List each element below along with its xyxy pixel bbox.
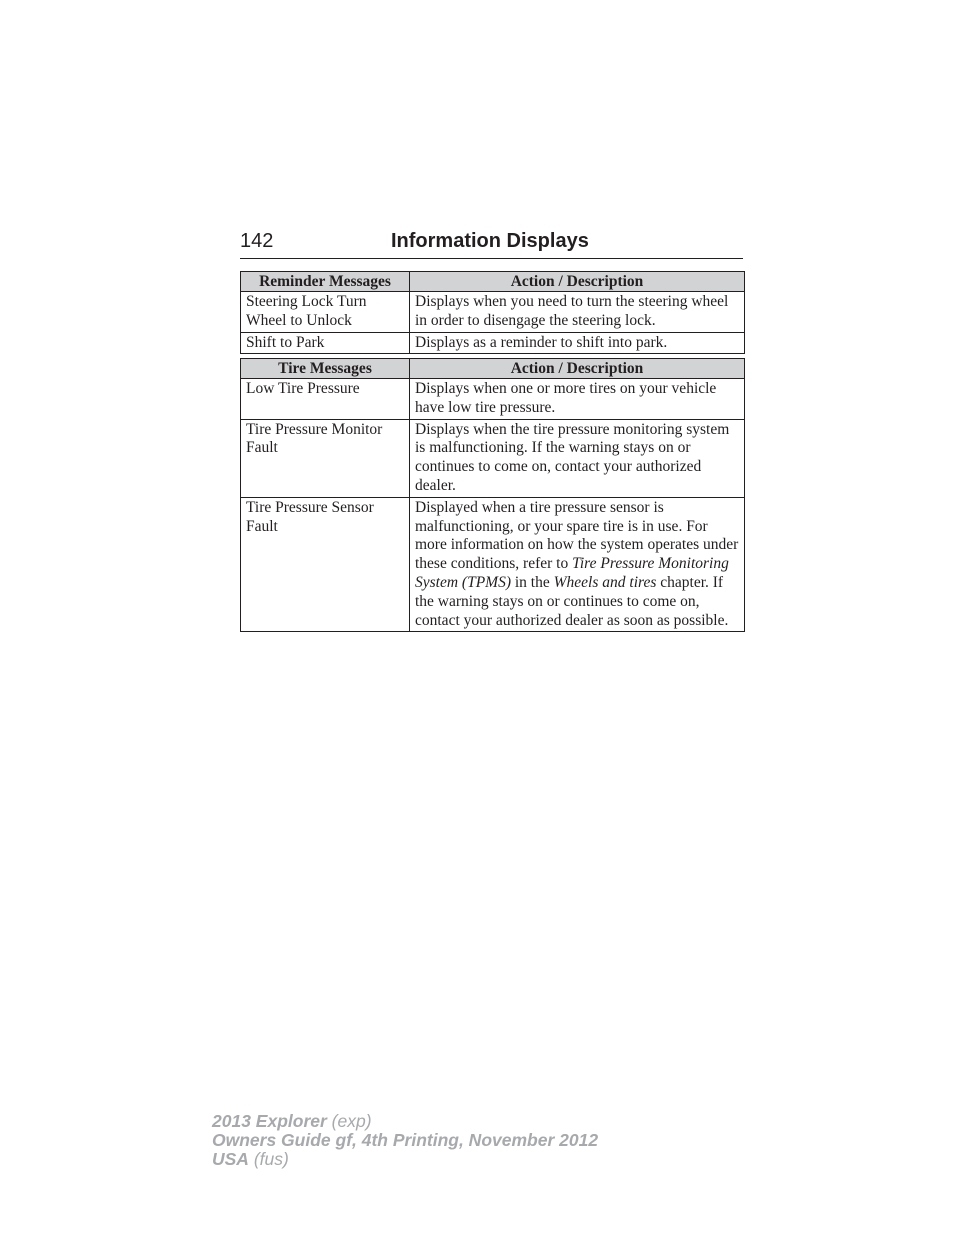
table-row [241,332,745,354]
column-header: Action / Description [410,359,745,379]
description-cell: Displays as a reminder to shift into park. [410,332,745,354]
description-cell: Displays when the tire pressure monitoring system is malfunctioning. If the warning stays on or continues to come on, contact your authorized dealer. [410,419,745,497]
table-header-row [241,359,745,379]
message-cell: Steering Lock Turn Wheel to Unlock [241,292,410,333]
description-cell: Displays when you need to turn the steering wheel in order to disengage the steering lock. [410,292,745,333]
table-header-row [241,272,745,292]
page-header [240,228,743,259]
table-row [241,419,745,497]
tire-messages-table [240,358,745,632]
message-cell: Shift to Park [241,332,410,354]
table-row [241,379,745,420]
description-cell [410,497,745,632]
column-header: Action / Description [410,272,745,292]
footer-line-model: 2013 Explorer (exp) [212,1111,372,1131]
column-header: Reminder Messages [241,272,410,292]
cross-reference-title: Tire Pressure Monitoring System (TPMS) [415,555,729,591]
table-row [241,497,745,632]
table-row [241,292,745,333]
footer-line-printing: Owners Guide gf, 4th Printing, November 2012 [212,1130,599,1150]
page-footer [212,1112,598,1169]
page-number: 142 [240,230,274,252]
description-cell: Displays when one or more tires on your vehicle have low tire pressure. [410,379,745,420]
cross-reference-chapter: Wheels and tires [553,573,657,591]
description-text: Displayed when a tire pressure sensor is malfunctioning, or your spare tire is in use. For more information on how the system operates under these conditions, refer to [415,498,739,573]
reminder-messages-table [240,271,745,354]
footer-line-region: USA (fus) [212,1149,289,1169]
column-header: Tire Messages [241,359,410,379]
description-text: in the [511,573,554,591]
message-cell: Low Tire Pressure [241,379,410,420]
section-title: Information Displays [391,230,589,252]
message-cell: Tire Pressure Sensor Fault [241,497,410,632]
message-cell: Tire Pressure Monitor Fault [241,419,410,497]
description-text: chapter. If the warning stays on or continues to come on, contact your authorized dealer as soon as possible. [415,573,729,629]
